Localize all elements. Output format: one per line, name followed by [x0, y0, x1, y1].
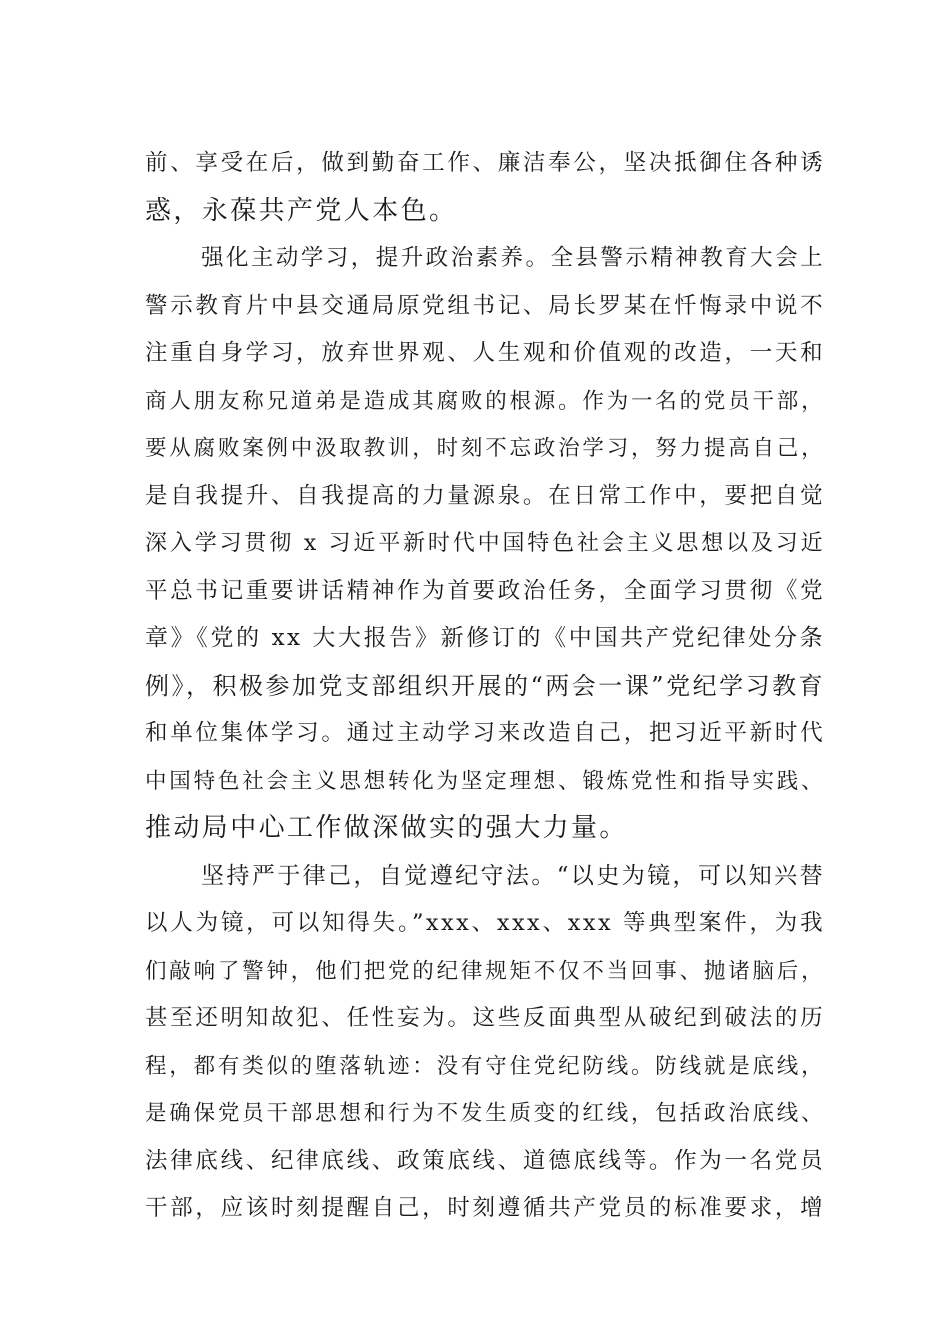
text-line: 惑，永葆共产党人本色。 — [145, 195, 458, 226]
text-line: 商人朋友称兄道弟是造成其腐败的根源。作为一名的党员干部， — [145, 388, 825, 414]
text-line: 法律底线、纪律底线、政策底线、道德底线等。作为一名党员 — [145, 1147, 825, 1174]
text-line: 章》《党的 xx 大大报告》新修订的《中国共产党纪律处分条 — [145, 625, 825, 651]
text-line: 例》，积极参加党支部组织开展的“两会一课”党纪学习教育 — [145, 671, 825, 700]
text-line: 中国特色社会主义思想转化为坚定理想、锻炼党性和指导实践、 — [145, 768, 825, 794]
text-line: 深入学习贯彻 x 习近平新时代中国特色社会主义思想以及习近 — [145, 531, 825, 556]
text-line: 前、享受在后，做到勤奋工作、廉洁奉公，坚决抵御住各种诱 — [145, 150, 825, 176]
text-line: 干部，应该时刻提醒自己，时刻遵循共产党员的标准要求，增 — [145, 1195, 825, 1221]
text-line: 和单位集体学习。通过主动学习来改造自己，把习近平新时代 — [145, 720, 825, 746]
text-line: 程，都有类似的堕落轨迹：没有守住党纪防线。防线就是底线， — [145, 1053, 825, 1079]
body-text — [145, 140, 825, 1233]
text-line: 注重自身学习，放弃世界观、人生观和价值观的改造，一天和 — [145, 340, 825, 366]
text-line: 平总书记重要讲话精神作为首要政治任务，全面学习贯彻《党 — [145, 577, 825, 604]
text-line: 们敲响了警钟，他们把党的纪律规矩不仅不当回事、抛诸脑后， — [145, 958, 825, 984]
text-line: 是确保党员干部思想和行为不发生质变的红线，包括政治底线、 — [145, 1101, 825, 1126]
paragraph-first-line: 强化主动学习，提升政治素养。全县警示精神教育大会上 — [201, 245, 825, 271]
text-line: 甚至还明知故犯、任性妄为。这些反面典型从破纪到破法的历 — [145, 1005, 825, 1031]
text-line: 推动局中心工作做深做实的强大力量。 — [145, 813, 628, 843]
text-line: 是自我提升、自我提高的力量源泉。在日常工作中，要把自觉 — [145, 482, 825, 509]
text-line: 以人为镜，可以知得失。”xxx、xxx、xxx 等典型案件，为我 — [145, 910, 825, 936]
paragraph-first-line: 坚持严于律己，自觉遵纪守法。“以史为镜，可以知兴替 — [201, 862, 825, 889]
text-line: 要从腐败案例中汲取教训，时刻不忘政治学习，努力提高自己， — [145, 436, 825, 461]
text-line: 警示教育片中县交通局原党组书记、局长罗某在忏悔录中说不 — [145, 292, 825, 319]
